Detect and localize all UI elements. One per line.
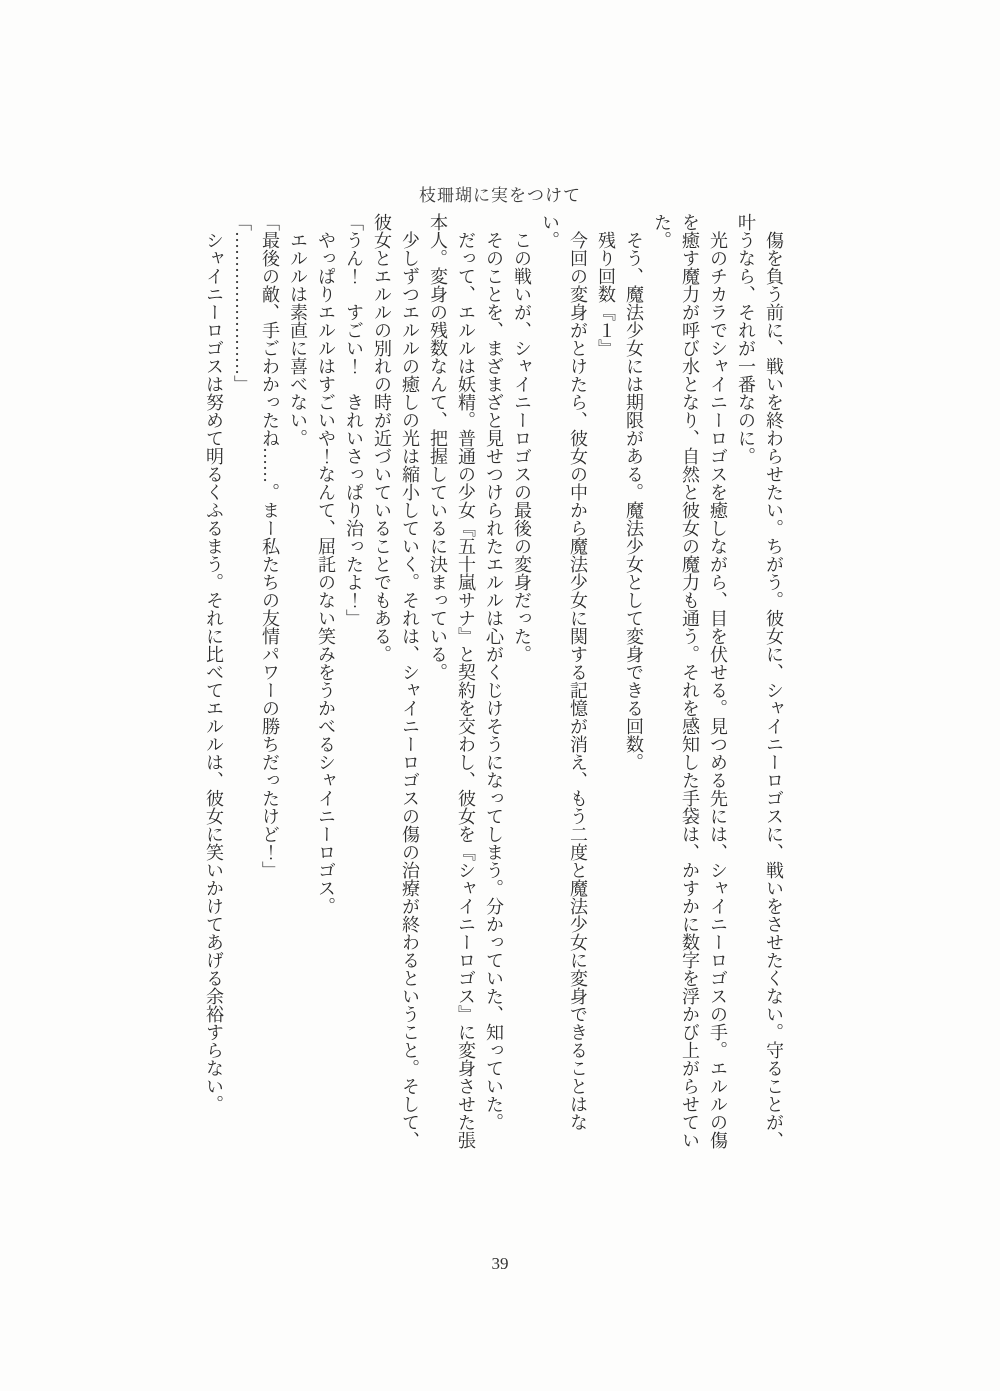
paragraph: シャイニーロゴスは努めて明るくふるまう。それに比べてエルルは、彼女に笑いかけてあげる余裕すらない。 <box>204 231 224 1113</box>
paragraph: やっぱりエルルはすごいや！なんて、屈託のない笑みをうかべるシャイニーロゴス。 <box>316 231 336 915</box>
running-header-title: 枝珊瑚に実をつけて <box>419 186 581 205</box>
paragraph: 今回の変身がとけたら、彼女の中から魔法少女に関する記憶が消え、もう二度と魔法少女に変身できることはない。 <box>540 213 588 1131</box>
paragraph: そのことを、まざまざと見せつけられたエルルは心がくじけそうになってしまう。分かっていた、知っていた。 <box>484 231 504 1131</box>
paragraph: 光のチカラでシャイニーロゴスを癒しながら、目を伏せる。見つめる先には、シャイニーロゴスの手。エルルの傷を癒す魔力が呼び水となり、自然と彼女の魔力も通う。それを感知した手袋は、かすかに数字を浮かび上がらせていた。 <box>652 213 728 1149</box>
paragraph: 「うん！ すごい！ きれいさっぱり治ったよ！」 <box>344 213 364 627</box>
paragraph: この戦いが、シャイニーロゴスの最後の変身だった。 <box>512 231 532 663</box>
text-block <box>200 213 788 1155</box>
paragraph: そう、魔法少女には期限がある。魔法少女として変身できる回数。 <box>624 231 644 771</box>
page-number: 39 <box>491 1254 509 1273</box>
paragraph: だって、エルルは妖精。普通の少女『五十嵐サナ』と契約を交わし、彼女を『シャイニーロゴス』に変身させた張本人。変身の残数なんて、把握しているに決まっている。 <box>428 213 476 1149</box>
paragraph: 傷を負う前に、戦いを終わらせたい。ちがう。彼女に、シャイニーロゴスに、戦いをさせたくない。守ることが、叶うなら、それが一番なのに。 <box>736 213 784 1149</box>
paragraph: 「……………………」 <box>232 213 252 393</box>
paragraph: 残り回数『１』 <box>596 231 616 357</box>
paragraph: 少しずつエルルの癒しの光は縮小していく。それは、シャイニーロゴスの傷の治療が終わるということ。そして、彼女とエルルの別れの時が近づいていることでもある。 <box>372 213 420 1149</box>
paragraph: エルルは素直に喜べない。 <box>288 231 308 447</box>
paragraph: 「最後の敵、手ごわかったね……。まー私たちの友情パワーの勝ちだったけど！」 <box>260 213 280 879</box>
